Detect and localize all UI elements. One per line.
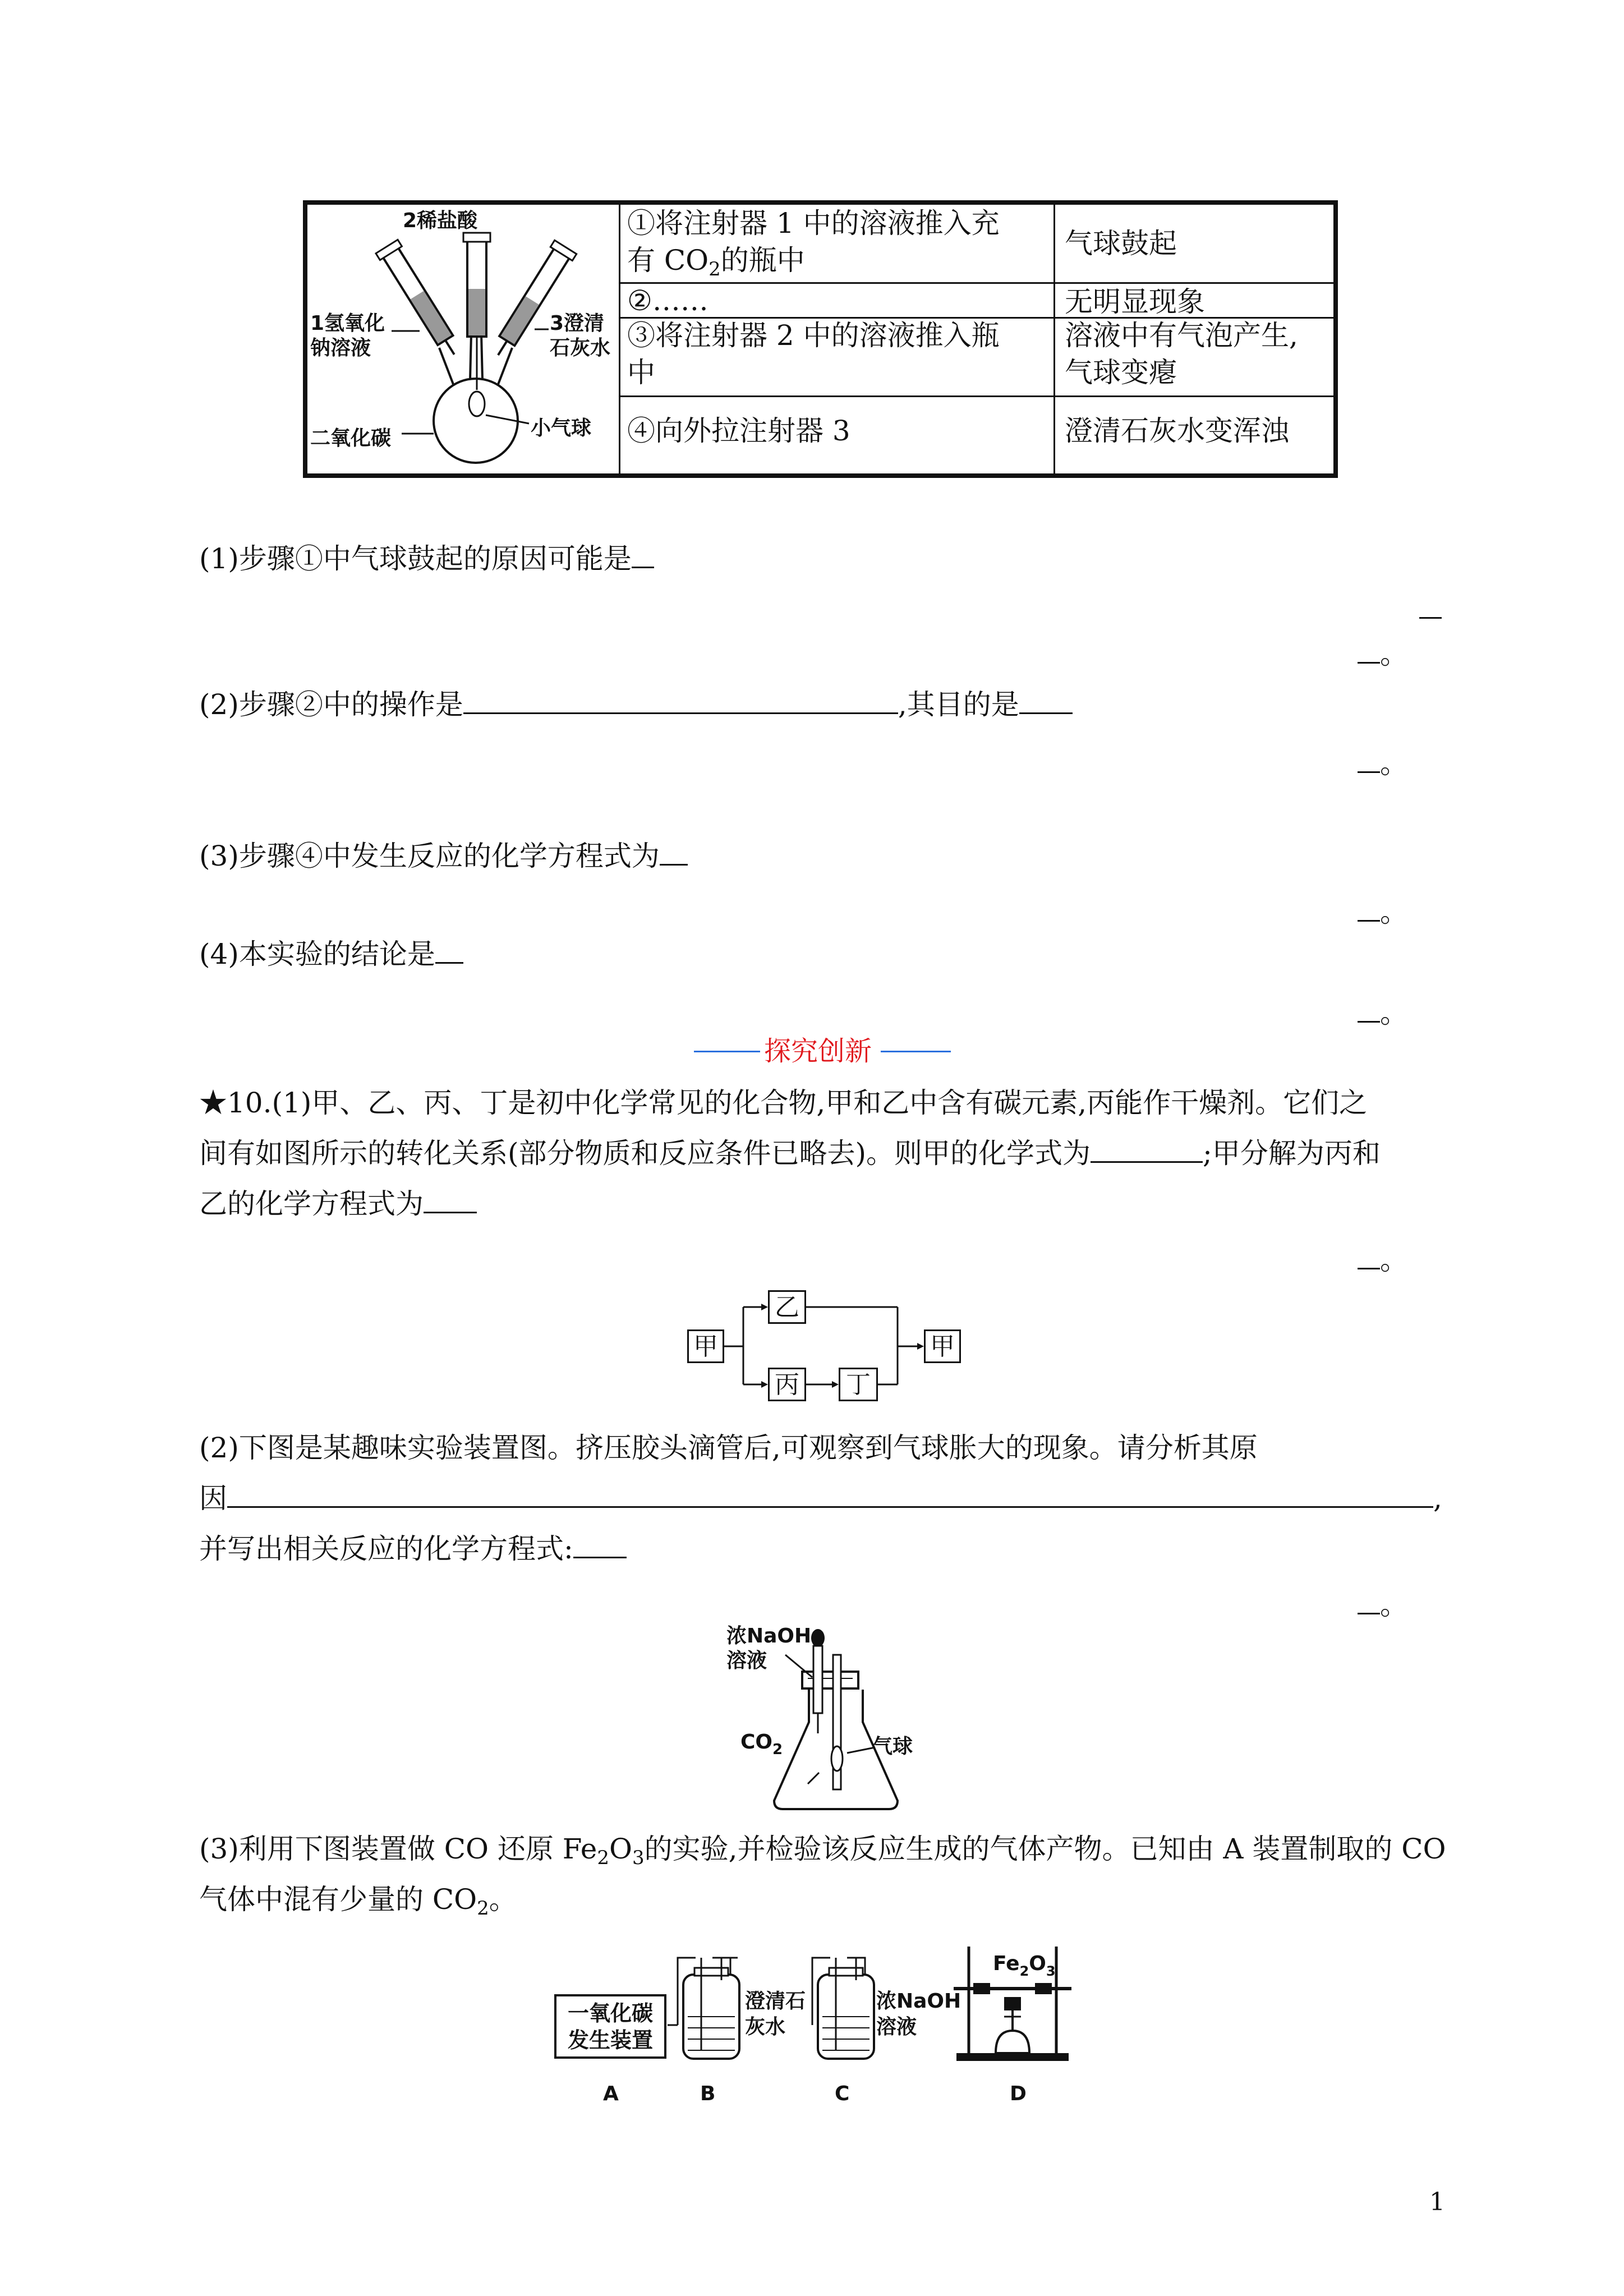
answer-line[interactable]: 。 <box>1358 886 1408 938</box>
table-row-result: 澄清石灰水变浑浊 <box>1065 415 1289 447</box>
label-syringe-3: 3澄清 石灰水 <box>550 312 611 360</box>
question-2: (2)步骤②中的操作是 ,其目的是 <box>199 679 1073 730</box>
question-10-2-line-1: (2)下图是某趣味实验装置图。挤压胶头滴管后,可观察到气球胀大的现象。请分析其原 <box>199 1432 1258 1464</box>
label-co2-flask: $CO_2$ <box>740 1731 783 1758</box>
table-row-step: ④向外拉注射器 3 <box>627 415 850 447</box>
question-3: (3)步骤④中发生反应的化学方程式为 <box>199 830 688 882</box>
label-naoh-bottle: 浓NaOH 溶液 <box>876 1990 961 2039</box>
label-syringe-1: 1氢氧化 钠溶液 <box>310 312 385 360</box>
label-co2: 二氧化碳 <box>310 427 392 450</box>
answer-line[interactable]: 。 <box>1358 628 1408 680</box>
apparatus-letter-c: C <box>835 2082 850 2105</box>
co-generator-box: 一氧化碳 发生装置 <box>554 1994 666 2059</box>
table-row-step: ①将注射器 1 中的溶液推入充 有 $CO_2$的瓶中 <box>627 207 1000 280</box>
table-row-step: ③将注射器 2 中的溶液推入瓶 中 <box>627 319 1000 389</box>
experiment-table <box>303 200 1338 478</box>
table-row-result: 溶液中有气泡产生, 气球变瘪 <box>1065 319 1298 389</box>
answer-blank[interactable] <box>573 1527 627 1558</box>
apparatus-letter-a: A <box>603 2082 619 2105</box>
answer-blank[interactable] <box>435 933 463 964</box>
answer-blank[interactable] <box>463 683 898 714</box>
question-4: (4)本实验的结论是 <box>199 928 463 980</box>
answer-blank[interactable] <box>1091 1132 1203 1163</box>
answer-line[interactable]: 。 <box>1358 1579 1408 1631</box>
question-1: (1)步骤①中气球鼓起的原因可能是 <box>199 533 654 585</box>
label-balloon-flask: 气球 <box>872 1735 913 1758</box>
question-10-2-line-3: 并写出相关反应的化学方程式: <box>199 1523 627 1575</box>
page-number: 1 <box>1429 2188 1445 2216</box>
flow-box-bing: 丙 <box>768 1368 806 1401</box>
label-balloon: 小气球 <box>531 417 592 440</box>
answer-line[interactable]: 。 <box>1358 987 1408 1039</box>
apparatus-letter-b: B <box>700 2082 716 2105</box>
answer-blank[interactable] <box>660 835 688 866</box>
label-naoh: 浓NaOH 溶液 <box>726 1625 812 1672</box>
flow-box-jia-result: 甲 <box>924 1329 961 1363</box>
label-fe2o3: $Fe_2O_3$ <box>993 1952 1056 1979</box>
table-row-step: ②…… <box>627 284 709 317</box>
question-10-2-line-2: 因 , <box>199 1473 1442 1524</box>
label-syringe-2: 2稀盐酸 <box>403 209 478 232</box>
flow-box-ding: 丁 <box>839 1368 878 1401</box>
question-10-line-3: 乙的化学方程式为 <box>199 1178 477 1230</box>
answer-line[interactable]: 。 <box>1358 738 1408 789</box>
answer-blank[interactable] <box>227 1477 1433 1508</box>
flow-box-yi: 乙 <box>768 1290 806 1324</box>
question-10-3-line-2: 气体中混有少量的 $CO_2$。 <box>199 1883 517 1920</box>
section-title: 探究创新 <box>764 1036 872 1067</box>
answer-blank[interactable] <box>424 1182 477 1213</box>
question-10-3-line-1: (3)利用下图装置做 CO 还原 $Fe_2O_3$的实验,并检验该反应生成的气体产物。已知由 A 装置制取的 CO <box>199 1833 1446 1869</box>
question-10-line-1: ★10.(1)甲、乙、丙、丁是初中化学常见的化合物,甲和乙中含有碳元素,丙能作干燥剂。它们之 <box>199 1087 1368 1119</box>
answer-blank[interactable] <box>1019 683 1073 714</box>
answer-blank[interactable] <box>1419 617 1442 619</box>
answer-line[interactable]: 。 <box>1358 1234 1408 1286</box>
table-row-result: 无明显现象 <box>1065 286 1205 318</box>
apparatus-letter-d: D <box>1010 2082 1027 2105</box>
question-10-line-2: 间有如图所示的转化关系(部分物质和反应条件已略去)。则甲的化学式为 ;甲分解为丙和 <box>199 1128 1381 1179</box>
label-limewater: 澄清石 灰水 <box>745 1990 806 2039</box>
flow-box-jia: 甲 <box>687 1329 724 1363</box>
table-row-result: 气球鼓起 <box>1065 227 1177 260</box>
